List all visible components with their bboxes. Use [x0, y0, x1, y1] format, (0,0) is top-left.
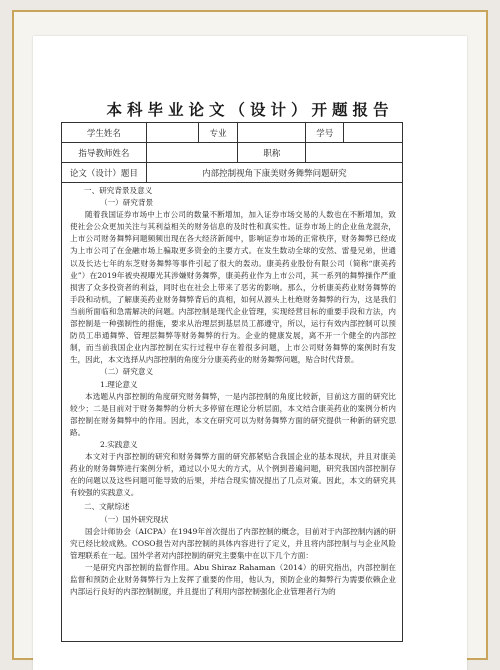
table-row: [62, 143, 403, 163]
student-name-value: [146, 123, 198, 143]
subsection-heading: 1.理论意义: [100, 379, 138, 389]
document-title: 本科毕业论文（设计）开题报告: [106, 101, 394, 119]
paragraph: 本文对于内部控制的研究和财务舞弊方面的研究都紧贴合我国企业的基本现状，并且对康美药业的财务舞弊进行案例分析，通过以小见大的方式，从个例到普遍问题，研究我国内部控制存在的问题以及这些问题可能导致的后果，并结合现实情况提出了几点对策。因此，本文的研究具有较强的实践意义。: [70, 452, 396, 498]
advisor-label: 指导教师姓名: [62, 143, 147, 163]
thesis-title-label: 论文（设计）题目: [62, 163, 147, 183]
paragraph: 随着我国证券市场中上市公司的数量不断增加，加入证券市场交易的人数也在不断增加，致使社会公众更加关注与其利益相关的财务信息的及时性和真实性。证券市场上的企业鱼龙混杂，上市公司财务舞弊问题频频出现在各大经济新闻中，影响证券市场的正常秩序，财务舞弊已经成为上市公司了在金融市场上骗取更多资金的主要方式。在发生数动全球的安然、雷曼兄弟，世通以及长达七年的东芝财务舞弊等事件引起了很大的轰动。康美药业股份有限公司（简称“康美药业”）在2019年被央视曝光其涉嫌财务舞弊，康美药业作为上市公司，其一系列的舞弊操作严重损害了众多投资者的利益，同时也在社会上带来了恶劣的影响。那么，分析康美药业财务舞弊的手段和动机，了解康美药业财务舞弊背后的真相，如何从源头上杜绝财务舞弊的行为，这是我们当前所面临和急需解决的问题。内部控制是现代企业管理，实现经营目标的重要手段和方法，内部控制是一种强制性的措施，要求从治理层到基层员工都遵守，所以，运行有效内部控制可以预防员工串通舞弊、管理层舞弊等财务舞弊的行为。企业的健康发展，离不开一个健全的内部控制，而当前我国企业内部控制在实行过程中存在着很多问题，上市公司财务舞弊的案例时有发生，因此，本文选择从内部控制的角度分分康美药业的财务舞弊问题，贴合时代背景。: [70, 210, 396, 365]
section-heading: 一、研究背景及意义: [84, 186, 153, 195]
major-value: [238, 123, 306, 143]
title-rank-label: 职称: [238, 143, 306, 163]
major-label: 专业: [198, 123, 238, 143]
student-name-label: 学生姓名: [62, 123, 147, 143]
thesis-title-value: 内部控制视角下康美财务舞弊问题研究: [146, 163, 402, 183]
subsection-heading: （一）研究背景: [100, 198, 154, 208]
subsection-heading: 2.实践意义: [100, 439, 138, 449]
table-row: [62, 163, 403, 183]
student-id-label: 学号: [306, 123, 344, 143]
subsection-heading: （一）国外研究现状: [100, 514, 169, 524]
paragraph: 一是研究内部控制的监督作用。Abu Shiraz Rahaman（2014）的研究指出，内部控制在监督和预防企业财务舞弊行为上发挥了重要的作用，他认为，预防企业的舞弊行为需要依赖企业内部运行良好的内部控制制度，并且提出了利用内部控制强化企业管理者行为的: [70, 562, 396, 597]
section-heading: 二、文献综述: [84, 502, 130, 512]
paragraph: 本选题从内部控制的角度研究财务舞弊，一是内部控制的角度比较新，目前这方面的研究比较少；二是目前对于财务舞弊的分析大多停留在理论分析层面，本文结合康美药业的案例分析内部控制在财务舞弊中的作用。因此，本文在研究可以为财务舞弊方面的研究提供一种新的研究思路。: [70, 391, 396, 437]
paragraph: 国会计师协会（AICPA）在1949年首次提出了内部控制的概念，目前对于内部控制内涵的研究已经比较成熟。COSO报告对内部控制的具体内容进行了定义，并且将内部控制与与企业风险管理联系在一起。国外学者对内部控制的研究主要集中在以下几个方面：: [70, 526, 396, 560]
student-id-value: [344, 123, 403, 143]
subsection-heading: （二）研究意义: [100, 367, 154, 377]
report-content: [70, 185, 396, 598]
title-rank-value: [306, 143, 403, 163]
advisor-value: [146, 143, 238, 163]
table-row: [62, 123, 403, 143]
info-table: [61, 122, 403, 183]
